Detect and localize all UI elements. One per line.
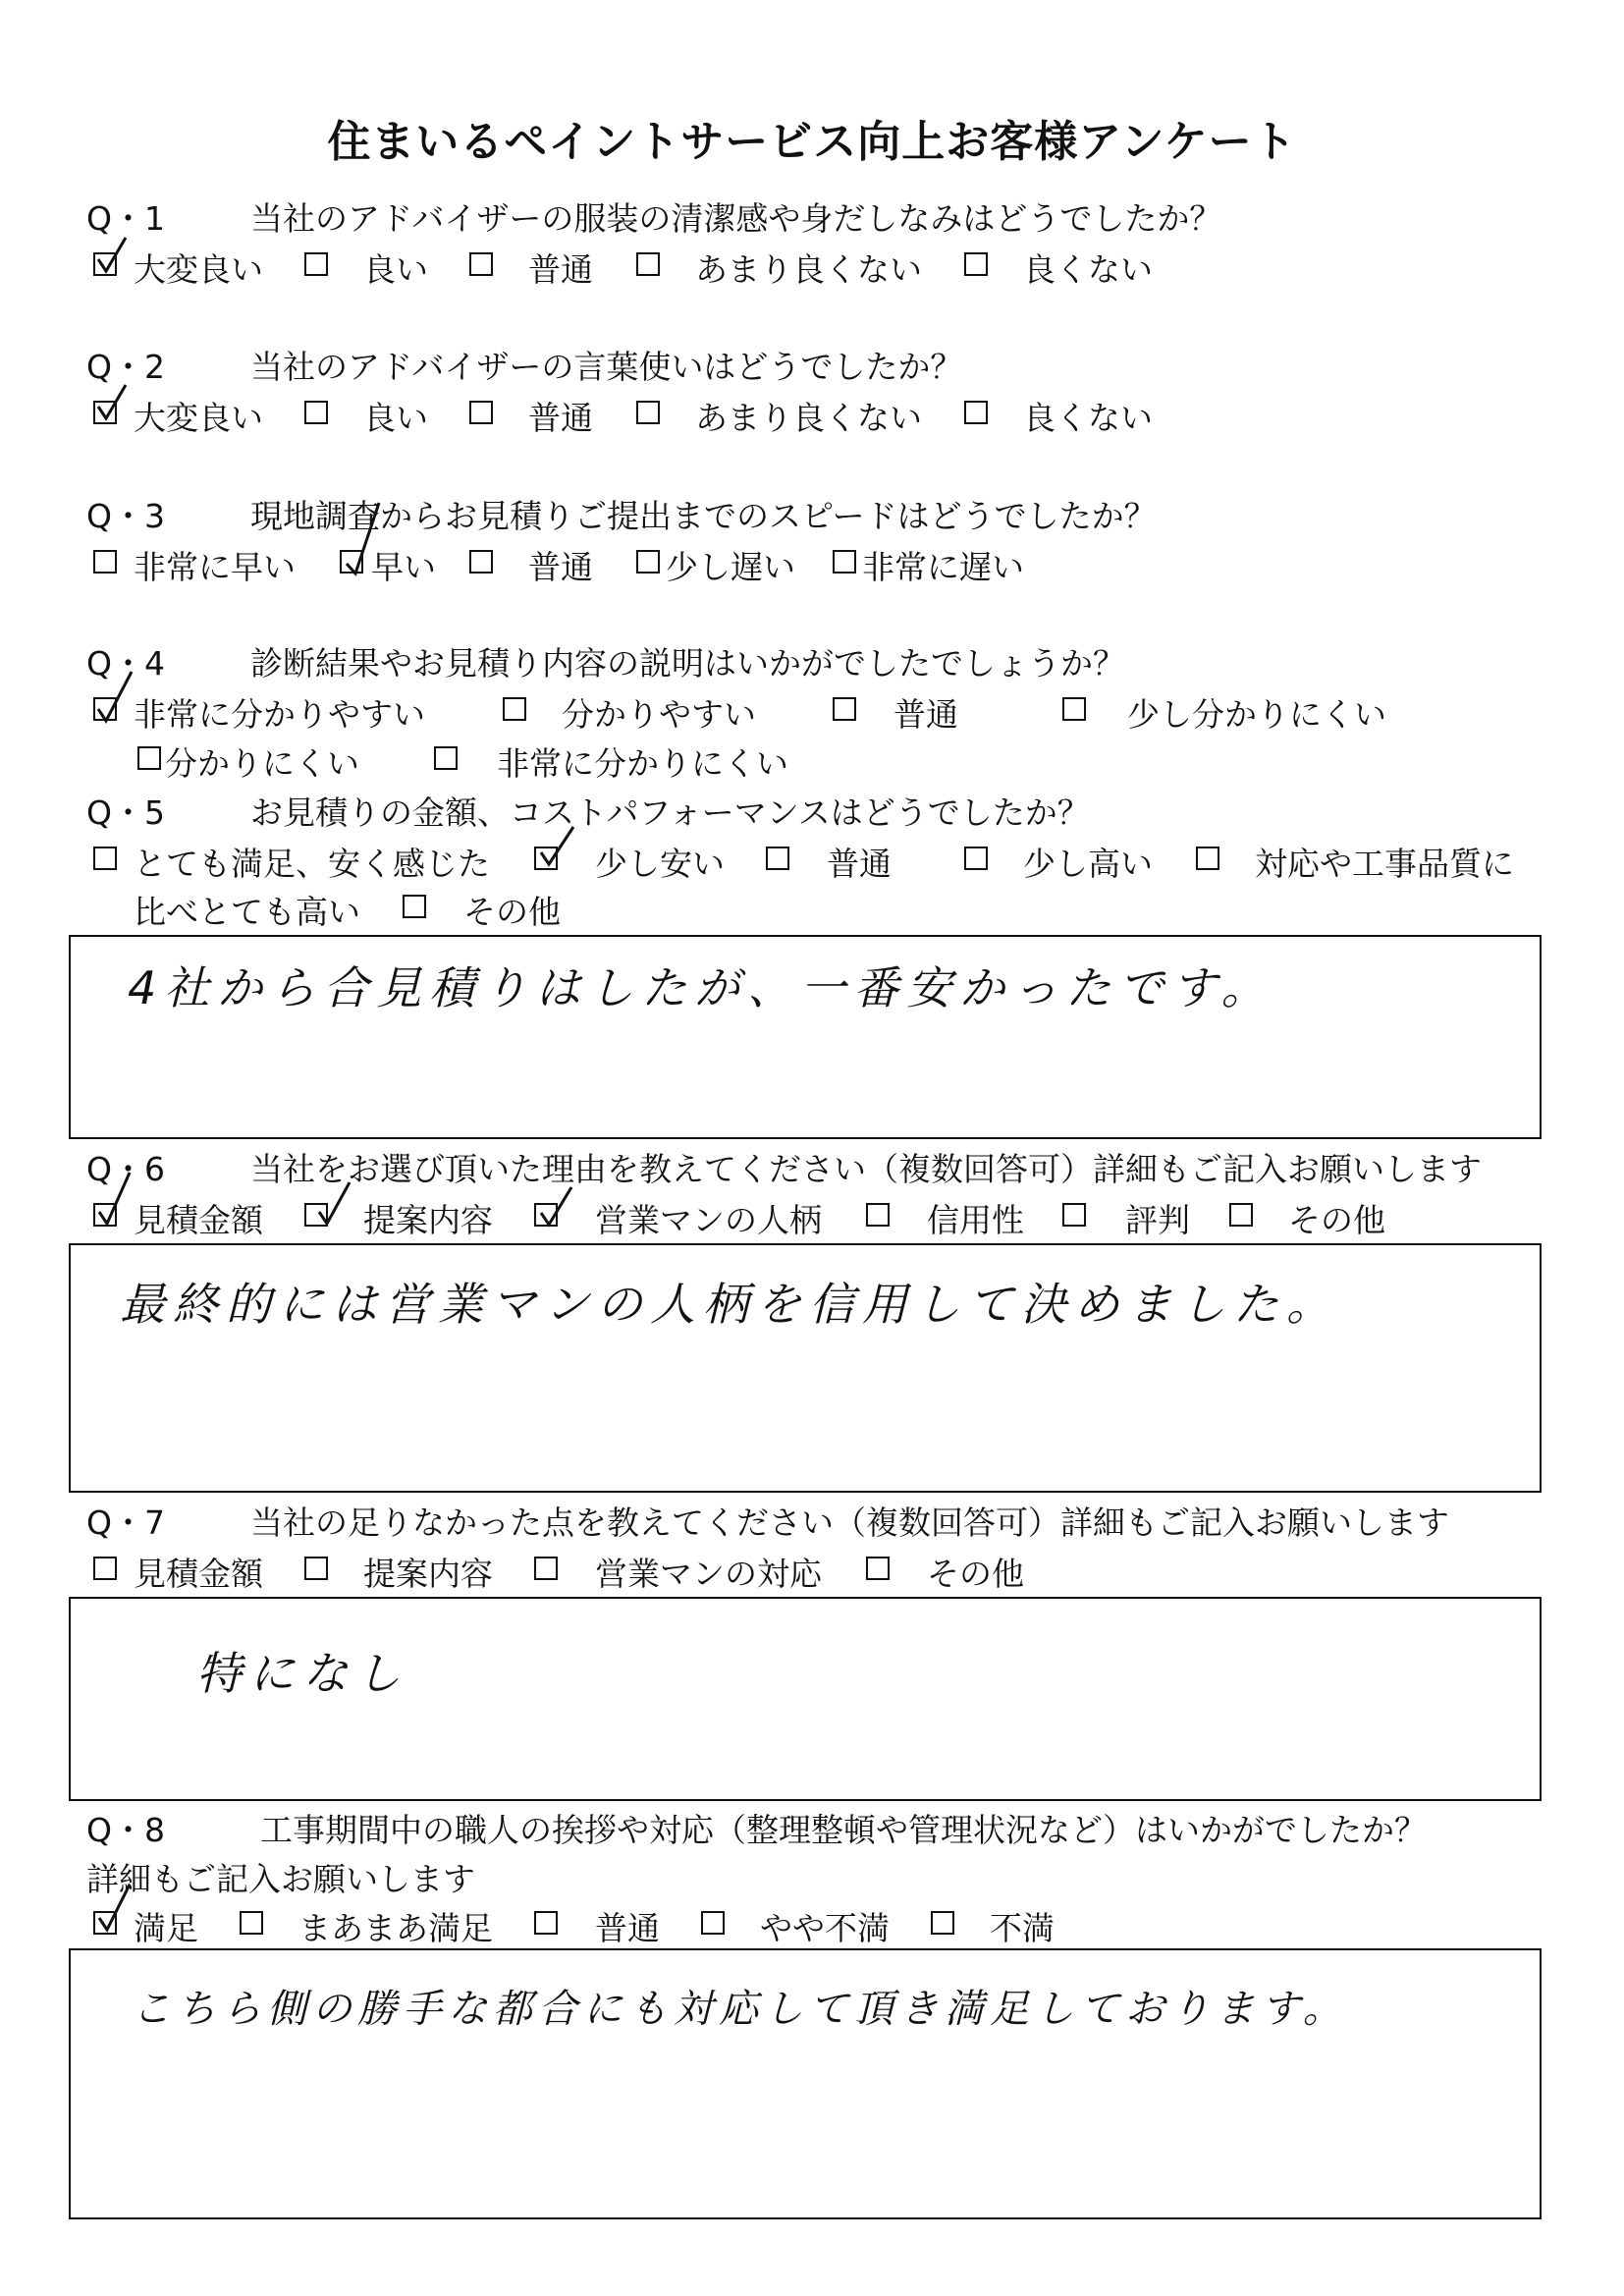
- question-number: Q・5: [86, 793, 165, 832]
- checkbox-q2-not-good[interactable]: [964, 401, 988, 424]
- option-label: その他: [1288, 1201, 1385, 1239]
- checkbox-q7-estimate-amount[interactable]: [93, 1557, 117, 1580]
- question-text-continuation: 詳細もご記入お願いします: [86, 1860, 475, 1898]
- option-label-continuation: 比べとても高い: [134, 893, 360, 931]
- option-label: 提案内容: [363, 1201, 493, 1239]
- option-label: 普通: [528, 399, 593, 437]
- option-label: 普通: [595, 1909, 660, 1947]
- option-label: 早い: [371, 548, 436, 586]
- check-mark-icon: [96, 236, 130, 275]
- question-number: Q・1: [86, 199, 165, 238]
- option-label: 評判: [1125, 1201, 1190, 1239]
- option-label: あまり良くない: [695, 399, 922, 437]
- option-label: 非常に分かりやすい: [134, 695, 425, 734]
- question-number: Q・2: [86, 348, 165, 386]
- option-label: 大変良い: [134, 399, 263, 437]
- question-number: Q・8: [86, 1811, 165, 1849]
- checkbox-q7-sales-response[interactable]: [534, 1557, 558, 1580]
- question-text: 工事期間中の職人の挨拶や対応（整理整頓や管理状況など）はいかがでしたか？: [260, 1811, 1427, 1849]
- checkbox-q3-very-fast[interactable]: [93, 550, 117, 574]
- checkbox-q4-very-unclear[interactable]: [434, 746, 458, 770]
- option-label: 少し高い: [1023, 845, 1153, 883]
- checkbox-q5-slightly-expensive[interactable]: [964, 847, 988, 870]
- option-label: 普通: [827, 845, 892, 883]
- check-mark-icon: [538, 1183, 577, 1230]
- check-mark-icon: [96, 1169, 135, 1230]
- check-mark-icon: [316, 1178, 355, 1230]
- comment-box[interactable]: [69, 1597, 1542, 1801]
- option-label: 良くない: [1023, 250, 1153, 289]
- checkbox-q8-slightly-dissatisfied[interactable]: [701, 1911, 725, 1935]
- handwritten-comment: こちら側の勝手な都合にも対応して頂き満足しております。: [132, 1987, 1348, 2032]
- checkbox-q4-clear[interactable]: [503, 697, 526, 721]
- option-label: 不満: [990, 1909, 1055, 1947]
- checkbox-q6-other[interactable]: [1229, 1203, 1253, 1227]
- checkbox-q7-proposal[interactable]: [304, 1557, 328, 1580]
- checkbox-q7-other[interactable]: [866, 1557, 890, 1580]
- question-text: 当社のアドバイザーの服装の清潔感や身だしなみはどうでしたか？: [250, 199, 1222, 238]
- option-label: 営業マンの人柄: [595, 1201, 822, 1239]
- option-label: 普通: [528, 548, 593, 586]
- comment-box[interactable]: [69, 1243, 1542, 1493]
- question-text: 現地調査からお見積りご提出までのスピードはどうでしたか？: [250, 497, 1157, 535]
- checkbox-q5-very-satisfied[interactable]: [93, 847, 117, 870]
- option-label: 提案内容: [363, 1555, 493, 1593]
- checkbox-q1-not-very-good[interactable]: [636, 252, 660, 276]
- checkbox-q3-very-slow[interactable]: [833, 550, 856, 574]
- check-mark-icon: [96, 1881, 135, 1936]
- checkbox-q6-trust[interactable]: [866, 1203, 890, 1227]
- option-label: 普通: [893, 695, 958, 734]
- check-mark-icon: [96, 668, 135, 727]
- option-label: 分かりやすい: [562, 695, 756, 734]
- checkbox-q1-normal[interactable]: [469, 252, 493, 276]
- checkbox-q4-slightly-unclear[interactable]: [1062, 697, 1086, 721]
- option-label: 見積金額: [134, 1555, 263, 1593]
- question-text: 当社の足りなかった点を教えてください（複数回答可）詳細もご記入お願いします: [250, 1503, 1449, 1542]
- option-label: とても満足、安く感じた: [134, 845, 490, 883]
- survey-title: 住まいるペイントサービス向上お客様アンケート: [327, 117, 1297, 167]
- handwritten-comment: 4社から合見積りはしたが、一番安かったです。: [128, 961, 1274, 1014]
- check-mark-icon: [538, 823, 577, 872]
- option-label: 少し安い: [595, 845, 725, 883]
- option-label: 見積金額: [134, 1201, 263, 1239]
- handwritten-comment: 最終的には営業マンの人柄を信用して決めました。: [120, 1278, 1339, 1331]
- checkbox-q5-normal[interactable]: [766, 847, 789, 870]
- checkbox-q8-dissatisfied[interactable]: [931, 1911, 954, 1935]
- option-label: 良い: [363, 250, 428, 289]
- question-number: Q・4: [86, 644, 165, 683]
- checkbox-q4-unclear[interactable]: [137, 746, 161, 770]
- checkbox-q1-good[interactable]: [304, 252, 328, 276]
- option-label: 分かりにくい: [165, 744, 359, 783]
- question-text: 当社のアドバイザーの言葉使いはどうでしたか？: [250, 348, 963, 386]
- comment-box[interactable]: [69, 935, 1542, 1139]
- option-label: 普通: [528, 250, 593, 289]
- option-label: 良くない: [1023, 399, 1153, 437]
- checkbox-q5-other[interactable]: [403, 895, 426, 918]
- option-label: 営業マンの対応: [595, 1555, 822, 1593]
- checkbox-q1-not-good[interactable]: [964, 252, 988, 276]
- checkbox-q8-normal[interactable]: [534, 1911, 558, 1935]
- option-label: 信用性: [927, 1201, 1024, 1239]
- option-label: 非常に早い: [134, 548, 296, 586]
- option-label: まあまあ満足: [298, 1909, 493, 1947]
- checkbox-q5-expensive-for-quality[interactable]: [1196, 847, 1219, 870]
- checkbox-q2-normal[interactable]: [469, 401, 493, 424]
- option-label: 大変良い: [134, 250, 263, 289]
- checkbox-q2-good[interactable]: [304, 401, 328, 424]
- option-label: 満足: [134, 1909, 198, 1947]
- question-text: 当社をお選び頂いた理由を教えてください（複数回答可）詳細もご記入お願いします: [250, 1150, 1482, 1188]
- check-mark-icon: [96, 383, 130, 422]
- option-label: 対応や工事品質に: [1255, 845, 1514, 883]
- option-label: やや不満: [760, 1909, 890, 1947]
- checkbox-q6-reputation[interactable]: [1062, 1203, 1086, 1227]
- option-label: 非常に遅い: [862, 548, 1024, 586]
- checkbox-q3-normal[interactable]: [469, 550, 493, 574]
- question-number: Q・6: [86, 1150, 165, 1188]
- question-text: 診断結果やお見積り内容の説明はいかがでしたでしょうか？: [250, 644, 1125, 683]
- option-label: 少し分かりにくい: [1127, 695, 1386, 734]
- option-label: 非常に分かりにくい: [497, 744, 788, 783]
- option-label: その他: [927, 1555, 1024, 1593]
- question-text: お見積りの金額、コストパフォーマンスはどうでしたか？: [250, 793, 1090, 832]
- option-label: 少し遅い: [666, 548, 795, 586]
- checkbox-q8-fairly-satisfied[interactable]: [240, 1911, 263, 1935]
- comment-box[interactable]: [69, 1948, 1542, 2219]
- checkbox-q2-not-very-good[interactable]: [636, 401, 660, 424]
- option-label: 良い: [363, 399, 428, 437]
- option-label: その他: [463, 893, 561, 931]
- checkbox-q4-normal[interactable]: [833, 697, 856, 721]
- question-number: Q・3: [86, 497, 165, 535]
- checkbox-q3-slightly-slow[interactable]: [636, 550, 660, 574]
- option-label: あまり良くない: [695, 250, 922, 289]
- question-number: Q・7: [86, 1503, 165, 1542]
- handwritten-comment: 特になし: [196, 1647, 408, 1700]
